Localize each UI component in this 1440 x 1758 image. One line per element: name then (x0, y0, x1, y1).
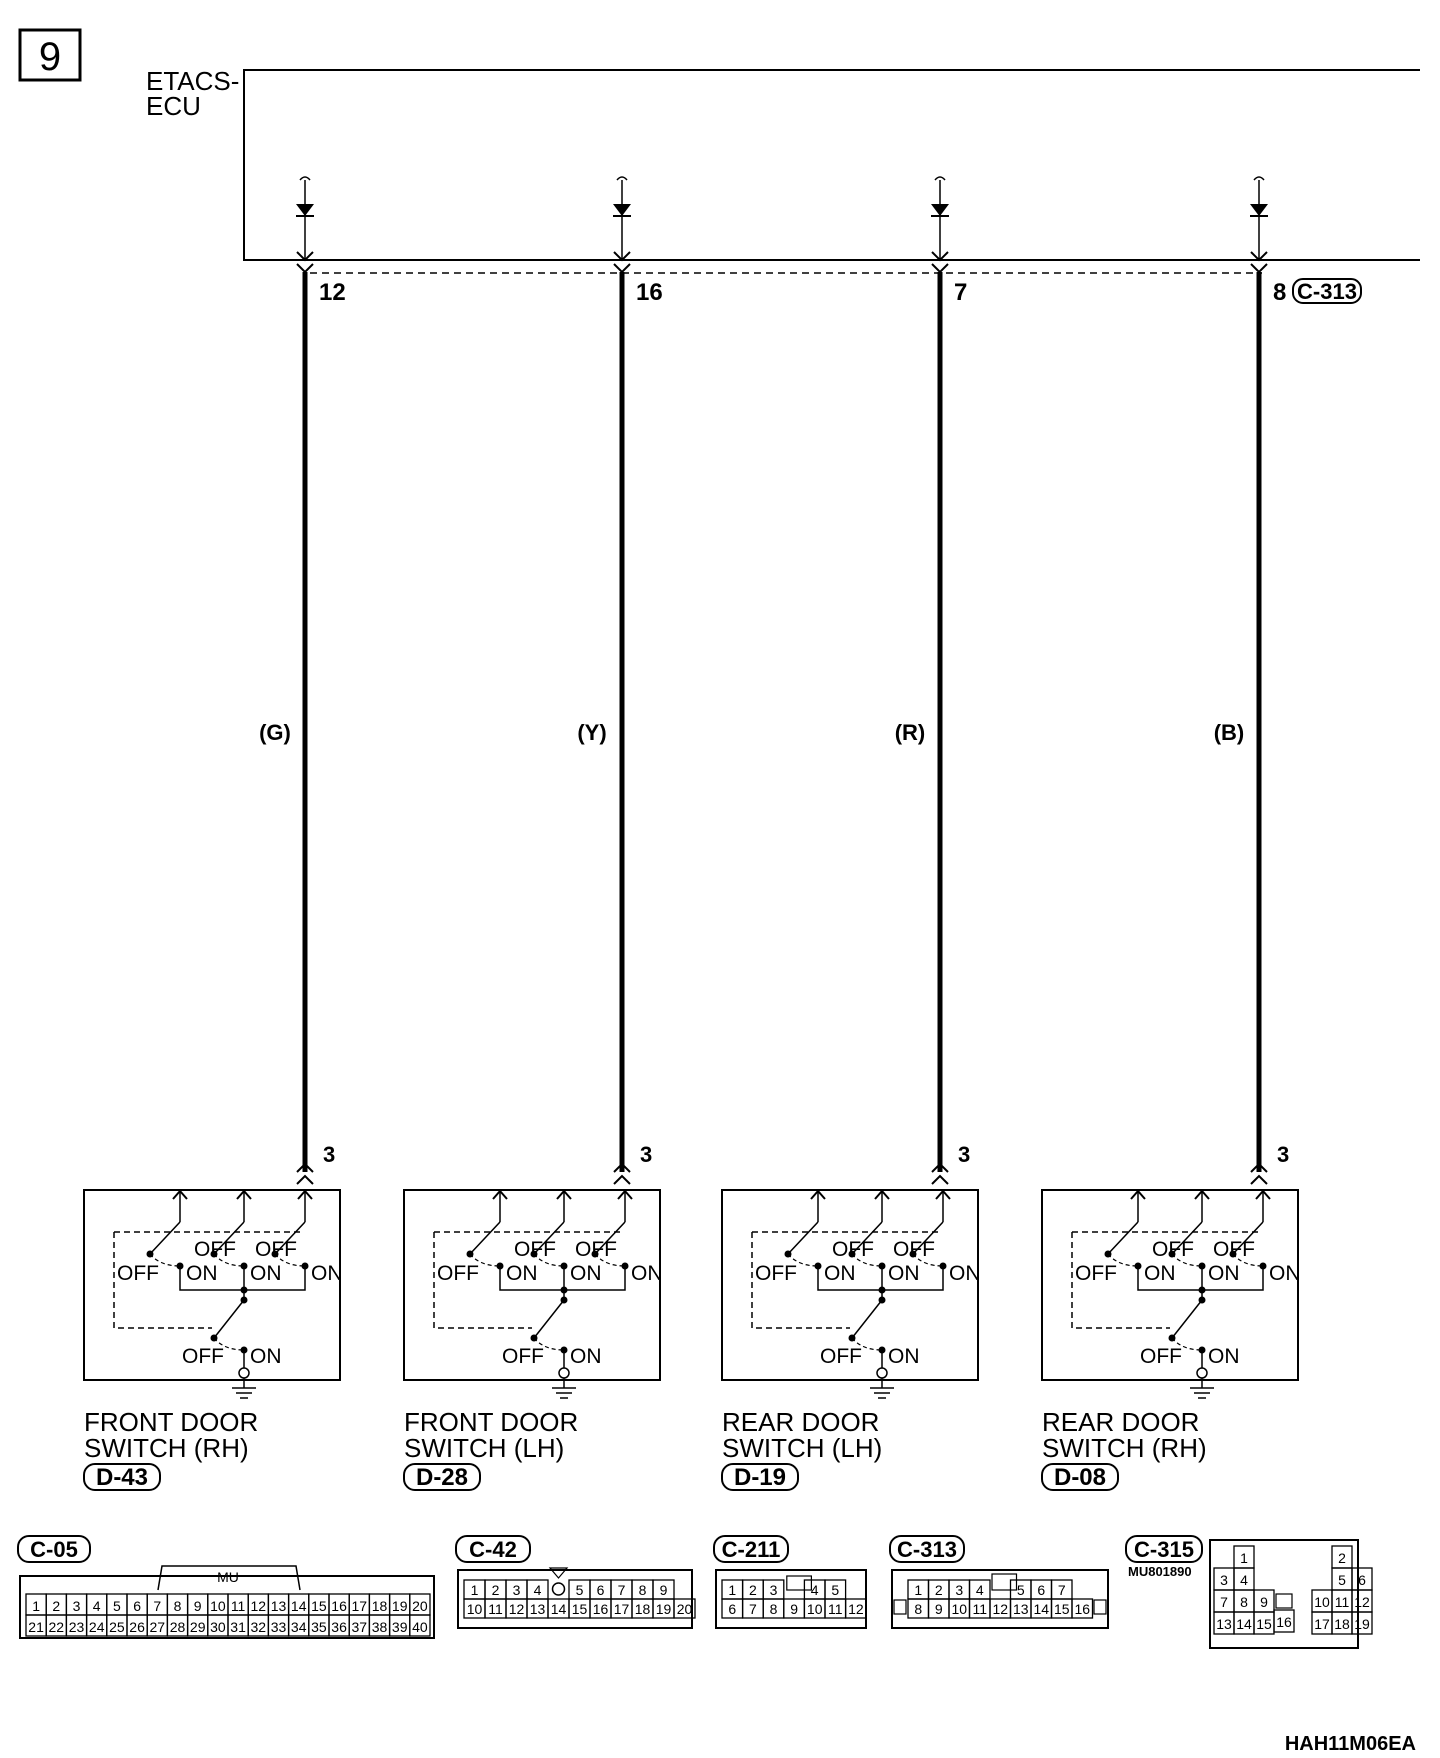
ecu-pin-number: 8 (1273, 279, 1287, 306)
pin-number: 5 (831, 1582, 840, 1598)
pin-number: 5 (1016, 1582, 1025, 1598)
wire-color-label: (G) (259, 720, 291, 745)
pin-number: 3 (1220, 1572, 1228, 1588)
state-on-label: ON (949, 1262, 981, 1285)
pin-number: 28 (169, 1619, 186, 1635)
pin-number: 6 (728, 1601, 737, 1617)
state-off-label: OFF (1075, 1262, 1117, 1285)
pin-number: 12 (848, 1601, 864, 1617)
pin-number: 17 (1314, 1616, 1330, 1632)
wire-break-mark (1254, 177, 1264, 180)
ground-terminal (559, 1368, 569, 1378)
pin-number: 22 (48, 1619, 65, 1635)
pin-number: 1 (914, 1582, 923, 1598)
ground-terminal (877, 1368, 887, 1378)
connector-key-icon (787, 1576, 812, 1590)
pin-number: 15 (571, 1601, 588, 1617)
ecu-label-line1: ETACS- (146, 66, 240, 96)
pin-number: 16 (331, 1598, 347, 1614)
switch-lever (150, 1222, 180, 1254)
pin-number: 7 (749, 1601, 757, 1617)
state-off-label: OFF (1152, 1238, 1194, 1261)
pin-number: 9 (193, 1598, 202, 1614)
pin-number: 21 (28, 1619, 44, 1635)
ecu-pin-number: 7 (954, 279, 968, 306)
pin-number: 9 (659, 1582, 668, 1598)
pin-number: 8 (638, 1582, 647, 1598)
state-on-label: ON (1208, 1345, 1240, 1368)
pin-number: 9 (790, 1601, 798, 1617)
junction-dot (879, 1287, 886, 1294)
switch-lever (470, 1222, 500, 1254)
wire-break-mark (935, 177, 945, 180)
state-on-label: ON (1269, 1262, 1301, 1285)
pin-number: 39 (391, 1619, 408, 1635)
pin-number: 6 (133, 1598, 141, 1614)
state-off-label: OFF (893, 1238, 935, 1261)
connector-c-315 (1126, 1536, 1372, 1648)
pin-number: 6 (1358, 1572, 1366, 1588)
switch-lever (1108, 1222, 1138, 1254)
pin-number: 12 (250, 1598, 267, 1614)
diode-icon (1250, 204, 1268, 216)
pin-number: 10 (806, 1601, 823, 1617)
connector-badge-text: D-19 (733, 1464, 787, 1491)
state-off-label: OFF (1213, 1238, 1255, 1261)
switch-lever (788, 1222, 818, 1254)
pin-arrow-icon (932, 264, 948, 272)
pin-number: 1 (470, 1582, 479, 1598)
pin-number: 17 (613, 1601, 630, 1617)
page-number: 9 (38, 35, 62, 79)
pin-number: 24 (88, 1619, 105, 1635)
state-on-label: ON (570, 1262, 602, 1285)
switch-block-2 (404, 1190, 663, 1491)
figure-code: HAH11M06EA (1284, 1733, 1416, 1755)
state-on-label: ON (570, 1345, 602, 1368)
page-number-box (20, 30, 80, 80)
pin-number: 20 (412, 1598, 428, 1614)
switch-name-line2: SWITCH (LH) (722, 1433, 883, 1463)
pin-number: 16 (592, 1601, 609, 1617)
connector-marker: MU (217, 1569, 239, 1585)
connector-badge-text: D-28 (415, 1464, 469, 1491)
pin-number: 18 (1334, 1616, 1350, 1632)
pin-number: 11 (488, 1601, 503, 1617)
pin-number: 29 (189, 1619, 206, 1635)
switch-name-line1: REAR DOOR (1042, 1407, 1200, 1437)
connector-badge-text: C-42 (469, 1537, 517, 1562)
pin-number: 20 (676, 1601, 693, 1617)
connector-name-badge (456, 1536, 530, 1562)
pin-number: 32 (250, 1619, 267, 1635)
pin-number: 3 (955, 1582, 964, 1598)
switch-block-3 (722, 1190, 981, 1491)
switch-connector-label (1042, 1464, 1118, 1491)
pin-number: 1 (728, 1582, 737, 1598)
pin-number: 14 (290, 1598, 307, 1614)
pin-number: 19 (1354, 1616, 1370, 1632)
pin-number: 4 (975, 1582, 984, 1598)
pin-number: 7 (1057, 1582, 1066, 1598)
pin-number: 10 (951, 1601, 968, 1617)
pin-number: 31 (230, 1619, 246, 1635)
state-on-label: ON (1144, 1262, 1176, 1285)
pin-number: 10 (1314, 1594, 1330, 1610)
diode-icon (931, 204, 949, 216)
connector-c-211 (714, 1536, 866, 1628)
connector-name-badge (714, 1536, 788, 1562)
pin-number: 40 (412, 1619, 428, 1635)
pin-number: 27 (149, 1619, 166, 1635)
state-off-label: OFF (755, 1262, 797, 1285)
pin-number: 1 (1240, 1550, 1248, 1566)
switch-lever (1172, 1300, 1202, 1338)
ecu-label-line2: ECU (146, 91, 201, 121)
pin-number: 8 (769, 1601, 778, 1617)
connector-key-icon (992, 1574, 1017, 1590)
connector-code: MU801890 (1128, 1564, 1192, 1579)
state-off-label: OFF (832, 1238, 874, 1261)
pin-number: 18 (634, 1601, 651, 1617)
pin-number: 25 (109, 1619, 125, 1635)
switch-pin-number: 3 (958, 1142, 971, 1167)
diode-icon (613, 204, 631, 216)
connector-tab (1094, 1600, 1106, 1614)
connector-c-42 (456, 1536, 695, 1628)
pin-number: 14 (1033, 1601, 1050, 1617)
state-off-label: OFF (437, 1262, 479, 1285)
switch-name-line1: REAR DOOR (722, 1407, 880, 1437)
pin-number: 6 (1037, 1582, 1046, 1598)
pin-arrow-icon (1251, 264, 1267, 272)
pin-number: 18 (371, 1598, 388, 1614)
pin-arrow-icon (297, 1176, 313, 1184)
pin-number: 15 (1256, 1616, 1272, 1632)
pin-number: 7 (153, 1598, 162, 1614)
ecu-connector-label (1293, 279, 1361, 304)
connector-name-badge (890, 1536, 964, 1562)
state-off-label: OFF (502, 1345, 544, 1368)
pin-arrow-icon (1251, 1176, 1267, 1184)
pin-number: 10 (466, 1601, 483, 1617)
switch-connector-label (722, 1464, 798, 1491)
pin-number: 15 (311, 1598, 327, 1614)
etacs-ecu (146, 66, 1420, 304)
pin-number: 6 (596, 1582, 605, 1598)
switch-connector-label (404, 1464, 480, 1491)
switch-pin-number: 3 (640, 1142, 653, 1167)
pin-number: 5 (113, 1598, 121, 1614)
switch-pin-number: 3 (1277, 1142, 1290, 1167)
switch-blocks (84, 1190, 1301, 1491)
connector-badge-text: C-05 (30, 1537, 78, 1562)
pin-number: 16 (1074, 1601, 1091, 1617)
pin-number: 9 (1260, 1594, 1268, 1610)
pin-arrow-icon (297, 264, 313, 272)
switch-lever (852, 1300, 882, 1338)
pin-number: 8 (914, 1601, 923, 1617)
pin-number: 19 (391, 1598, 408, 1614)
pin-number: 4 (92, 1598, 101, 1614)
state-off-label: OFF (514, 1238, 556, 1261)
junction-dot (241, 1287, 248, 1294)
pin-number: 17 (351, 1598, 368, 1614)
connector-badge-text: C-211 (721, 1537, 781, 1562)
pin-number: 8 (173, 1598, 182, 1614)
wire-color-label: (R) (894, 720, 926, 745)
connector-key-icon (553, 1583, 565, 1595)
pin-arrow-icon (614, 1176, 630, 1184)
ground-terminal (1197, 1368, 1207, 1378)
wire-4 (1214, 177, 1290, 1184)
junction-dot (1199, 1287, 1206, 1294)
junction-dot (561, 1287, 568, 1294)
wire-break-mark (300, 177, 310, 180)
pin-arrow-icon (932, 1176, 948, 1184)
pin-number: 9 (934, 1601, 943, 1617)
pin-number: 30 (210, 1619, 226, 1635)
pin-number: 11 (230, 1598, 246, 1614)
pin-arrow-icon (614, 264, 630, 272)
pin-number: 23 (68, 1619, 85, 1635)
ecu-pin-number: 12 (319, 279, 346, 306)
pin-number: 4 (810, 1582, 819, 1598)
pin-number: 13 (529, 1601, 546, 1617)
pin-number: 26 (129, 1619, 145, 1635)
pin-number: 11 (972, 1601, 988, 1617)
connector-c-313 (890, 1536, 1108, 1628)
pin-number: 13 (1012, 1601, 1029, 1617)
state-on-label: ON (250, 1262, 282, 1285)
pin-number: 11 (1334, 1594, 1350, 1610)
wire-1 (259, 177, 346, 1184)
state-on-label: ON (186, 1262, 218, 1285)
pin-number: 12 (992, 1601, 1009, 1617)
state-on-label: ON (824, 1262, 856, 1285)
switch-name-line1: FRONT DOOR (84, 1407, 259, 1437)
switch-connector-label (84, 1464, 160, 1491)
pin-number: 35 (311, 1619, 327, 1635)
wire-color-label: (B) (1213, 720, 1245, 745)
switch-name-line2: SWITCH (RH) (84, 1433, 249, 1463)
ecu-pin-number: 16 (636, 279, 663, 306)
pin-number: 3 (72, 1598, 81, 1614)
pin-number: 2 (749, 1582, 757, 1598)
pin-number: 2 (934, 1582, 943, 1598)
state-on-label: ON (1208, 1262, 1240, 1285)
state-on-label: ON (888, 1262, 920, 1285)
svg-text:C-313: C-313 (1297, 279, 1357, 304)
pin-number: 12 (508, 1601, 525, 1617)
switch-name-line2: SWITCH (LH) (404, 1433, 565, 1463)
diode-icon (296, 204, 314, 216)
switch-lever (534, 1300, 564, 1338)
state-on-label: ON (506, 1262, 538, 1285)
connector-name-badge (1126, 1536, 1202, 1562)
ground-terminal (239, 1368, 249, 1378)
wire-break-mark (617, 177, 627, 180)
wire-color-label: (Y) (577, 720, 607, 745)
state-on-label: ON (311, 1262, 343, 1285)
pin-number: 13 (270, 1598, 287, 1614)
pin-number: 2 (491, 1582, 500, 1598)
pin-number: 14 (1236, 1616, 1252, 1632)
pin-number: 4 (1240, 1572, 1248, 1588)
state-on-label: ON (631, 1262, 663, 1285)
pin-number: 37 (351, 1619, 368, 1635)
state-on-label: ON (888, 1345, 920, 1368)
pin-number: 16 (1276, 1614, 1292, 1630)
pin-number: 33 (270, 1619, 287, 1635)
state-off-label: OFF (820, 1345, 862, 1368)
connector-c-05 (18, 1536, 434, 1638)
pin-number: 12 (1354, 1594, 1370, 1610)
switch-lever (214, 1300, 244, 1338)
switch-name-line1: FRONT DOOR (404, 1407, 579, 1437)
pin-number: 8 (1240, 1594, 1248, 1610)
state-on-label: ON (250, 1345, 282, 1368)
pin-number: 15 (1053, 1601, 1070, 1617)
pin-number: 10 (210, 1598, 226, 1614)
state-off-label: OFF (117, 1262, 159, 1285)
state-off-label: OFF (255, 1238, 297, 1261)
pin-number: 2 (1338, 1550, 1346, 1566)
state-off-label: OFF (1140, 1345, 1182, 1368)
wire-2 (577, 177, 662, 1184)
connector-badge-text: C-315 (1134, 1537, 1194, 1562)
pin-number: 5 (575, 1582, 584, 1598)
pin-number: 38 (371, 1619, 388, 1635)
pin-number: 7 (1220, 1594, 1228, 1610)
state-off-label: OFF (194, 1238, 236, 1261)
pin-number: 4 (533, 1582, 542, 1598)
pin-number: 14 (550, 1601, 567, 1617)
connector-diagrams (18, 1536, 1372, 1648)
pin-number: 3 (512, 1582, 521, 1598)
wires (259, 177, 1289, 1184)
pin-number: 5 (1338, 1572, 1346, 1588)
connector-badge-text: D-08 (1053, 1464, 1107, 1491)
connector-tab (894, 1600, 906, 1614)
pin-number: 2 (52, 1598, 61, 1614)
switch-name-line2: SWITCH (RH) (1042, 1433, 1207, 1463)
pin-number: 7 (617, 1582, 626, 1598)
pin-number: 34 (290, 1619, 307, 1635)
pin-number: 3 (769, 1582, 778, 1598)
switch-block-1 (84, 1190, 343, 1491)
pin-number: 36 (331, 1619, 347, 1635)
connector-key-icon (1276, 1594, 1292, 1608)
pin-number: 19 (655, 1601, 672, 1617)
wire-3 (895, 177, 971, 1184)
connector-badge-text: C-313 (897, 1537, 957, 1562)
pin-number: 1 (32, 1598, 40, 1614)
pin-number: 11 (828, 1601, 843, 1617)
pin-number: 13 (1216, 1616, 1232, 1632)
connector-badge-text: D-43 (95, 1464, 149, 1491)
state-off-label: OFF (182, 1345, 224, 1368)
state-off-label: OFF (575, 1238, 617, 1261)
switch-pin-number: 3 (323, 1142, 336, 1167)
connector-name-badge (18, 1536, 90, 1562)
switch-block-4 (1042, 1190, 1301, 1491)
